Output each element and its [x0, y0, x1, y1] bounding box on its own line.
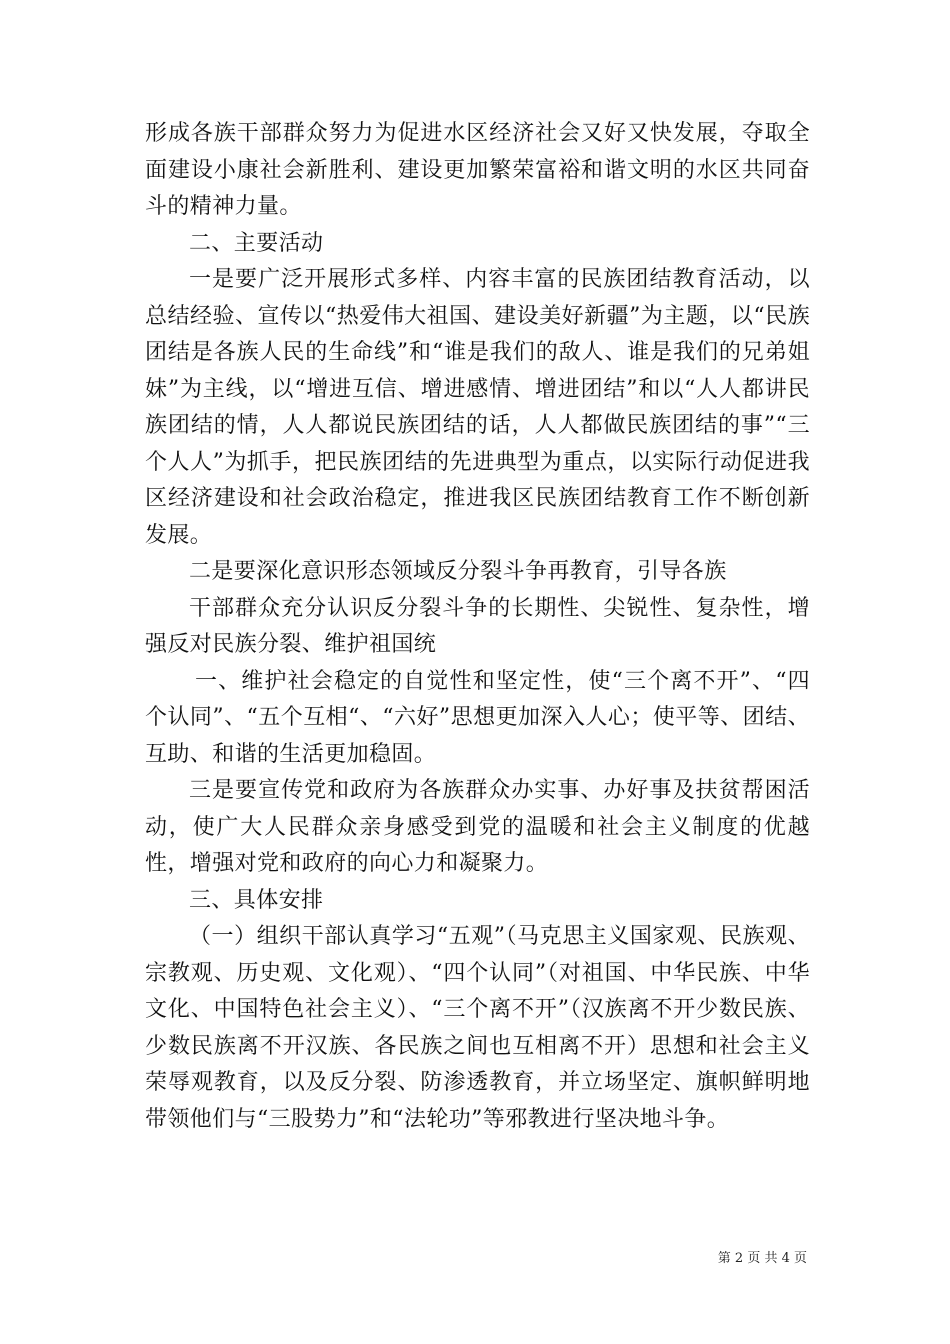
paragraph-arrangement-one: （一）组织干部认真学习“五观”（马克思主义国家观、民族观、宗教观、历史观、文化观）、“四个认同”（对祖国、中华民族、中华文化、中国特色社会主义）、“三个离不开”（汉族离不开少数民族、少数民族离不开汉族、各民族之间也互相离不开）思想和社会主义荣辱观教育，以及反分裂、防渗透教育，并立场坚定、旗帜鲜明地带领他们与“三股势力”和“法轮功”等邪教进行坚决地斗争。	[145, 924, 810, 1132]
paragraph-activity-two: 二是要深化意识形态领域反分裂斗争再教育，引导各族	[189, 559, 727, 584]
paragraph-activity-one: 一是要广泛开展形式多样、内容丰富的民族团结教育活动，以总结经验、宣传以“热爱伟大祖国、建设美好新疆”为主题，以“民族团结是各族人民的生命线”和“谁是我们的敌人、谁是我们的兄弟姐妹”为主线，以“增进互信、增进感情、增进团结”和以“人人都讲民族团结的情，人人都说民族团结的话，人人都做民族团结的事”“三个人人”为抓手，把民族团结的先进典型为重点，以实际行动促进我区经济建设和社会政治稳定，推进我区民族团结教育工作不断创新发展。	[145, 267, 810, 548]
paragraph-activity-three: 三是要宣传党和政府为各族群众办实事、办好事及扶贫帮困活动，使广大人民群众亲身感受到党的温暖和社会主义制度的优越性，增强对党和政府的向心力和凝聚力。	[145, 778, 810, 876]
page-number-footer: 第 2 页 共 4 页	[717, 1251, 807, 1266]
section-heading-main-activities: 二、主要活动	[189, 230, 324, 256]
document-body	[145, 116, 810, 1138]
paragraph-activity-two-continued: 干部群众充分认识反分裂斗争的长期性、尖锐性、复杂性，增强反对民族分裂、维护祖国统	[145, 595, 810, 657]
paragraph-social-stability: 一、维护社会稳定的自觉性和坚定性，使“三个离不开”、“四个认同”、“五个互相“、“六好”思想更加深入人心；使平等、团结、互助、和谐的生活更加稳固。	[145, 668, 810, 767]
paragraph-continuation: 形成各族干部群众努力为促进水区经济社会又好又快发展，夺取全面建设小康社会新胜利、建设更加繁荣富裕和谐文明的水区共同奋斗的精神力量。	[145, 121, 810, 219]
section-heading-specific-arrangements: 三、具体安排	[189, 887, 324, 913]
